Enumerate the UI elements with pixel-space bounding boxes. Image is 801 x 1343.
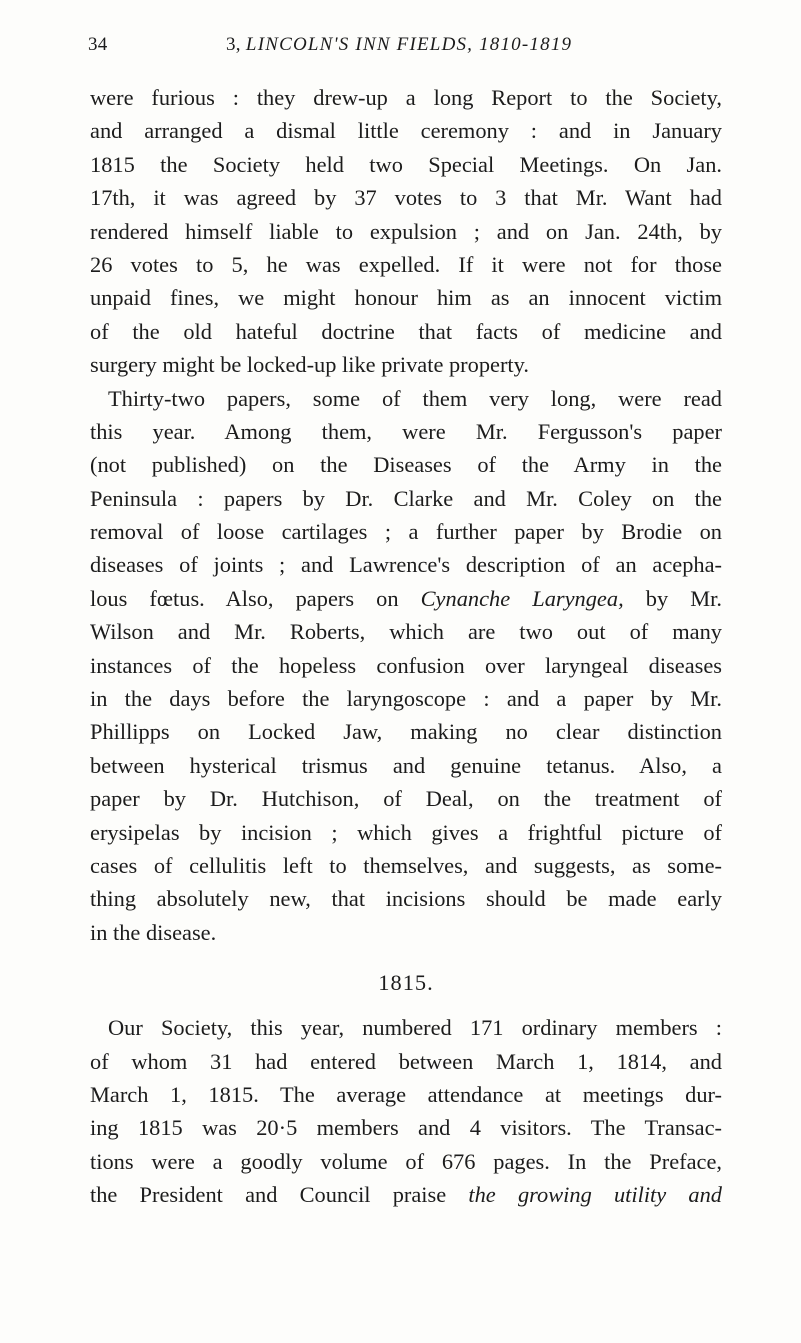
text-line: (not published) on the Diseases of the Army in the — [90, 452, 722, 478]
text-line: in the disease. — [90, 919, 217, 945]
text-line: surgery might be locked-up like private property. — [90, 352, 529, 378]
text-line: instances of the hopeless confusion over laryngeal diseases — [90, 652, 722, 678]
text-run: lous fœtus. Also, papers on — [90, 585, 399, 611]
text-line: of whom 31 had entered between March 1, 1814, and — [90, 1048, 722, 1074]
body-text — [90, 81, 722, 1212]
text-line: Thirty-two papers, some of them very long, were read — [108, 385, 722, 411]
text-line: 26 votes to 5, he was expelled. If it were not for those — [90, 251, 722, 277]
text-run: by Mr. — [645, 585, 722, 611]
text-line: and arranged a dismal little ceremony : and in January — [90, 118, 722, 144]
running-title — [226, 34, 572, 56]
text-line: in the days before the laryngoscope : and a paper by Mr. — [90, 686, 722, 712]
page-number: 34 — [88, 34, 108, 55]
text-line: thing absolutely new, that incisions should be made early — [90, 886, 722, 912]
text-line: 1815 the Society held two Special Meetings. On Jan. — [90, 151, 722, 177]
text-line: erysipelas by incision ; which gives a frightful picture of — [90, 819, 722, 845]
text-line: cases of cellulitis left to themselves, and suggests, as some- — [90, 852, 722, 878]
text-line: were furious : they drew-up a long Report to the Society, — [90, 85, 722, 110]
section-year-heading: 1815. — [378, 970, 434, 996]
text-line: 17th, it was agreed by 37 votes to 3 that Mr. Want had — [90, 185, 722, 211]
running-head — [88, 34, 722, 58]
text-line: Wilson and Mr. Roberts, which are two out of many — [90, 619, 722, 645]
text-line: removal of loose cartilages ; a further paper by Brodie on — [90, 519, 722, 545]
text-line: March 1, 1815. The average attendance at meetings dur- — [90, 1081, 722, 1107]
text-run: the President and Council praise — [90, 1182, 447, 1208]
text-line: of the old hateful doctrine that facts of medicine and — [90, 318, 722, 344]
text-line: paper by Dr. Hutchison, of Deal, on the treatment of — [90, 786, 722, 812]
text-line: this year. Among them, were Mr. Fergusson's paper — [90, 418, 722, 444]
text-line: between hysterical trismus and genuine tetanus. Also, a — [90, 752, 722, 778]
text-line: Peninsula : papers by Dr. Clarke and Mr. Coley on the — [90, 485, 722, 511]
text-line: Phillipps on Locked Jaw, making no clear distinction — [90, 719, 722, 745]
text-line: ing 1815 was 20·5 members and 4 visitors. The Transac- — [90, 1115, 722, 1141]
text-line: rendered himself liable to expulsion ; and on Jan. 24th, by — [90, 218, 722, 244]
chapter-title: LINCOLN'S INN FIELDS, 1810-1819 — [245, 34, 573, 55]
italic-title: Cynanche Laryngea, — [420, 585, 624, 611]
italic-phrase: the growing utility and — [468, 1182, 722, 1208]
text-line-mixed — [90, 1178, 722, 1211]
text-line: unpaid fines, we might honour him as an innocent victim — [90, 285, 722, 311]
text-line: Our Society, this year, numbered 171 ordinary members : — [108, 1015, 722, 1041]
chapter-number: 3, — [226, 34, 241, 55]
text-line: tions were a goodly volume of 676 pages. In the Preface, — [90, 1148, 722, 1174]
text-line-mixed — [90, 582, 722, 615]
text-line: diseases of joints ; and Lawrence's description of an acepha- — [90, 552, 722, 578]
